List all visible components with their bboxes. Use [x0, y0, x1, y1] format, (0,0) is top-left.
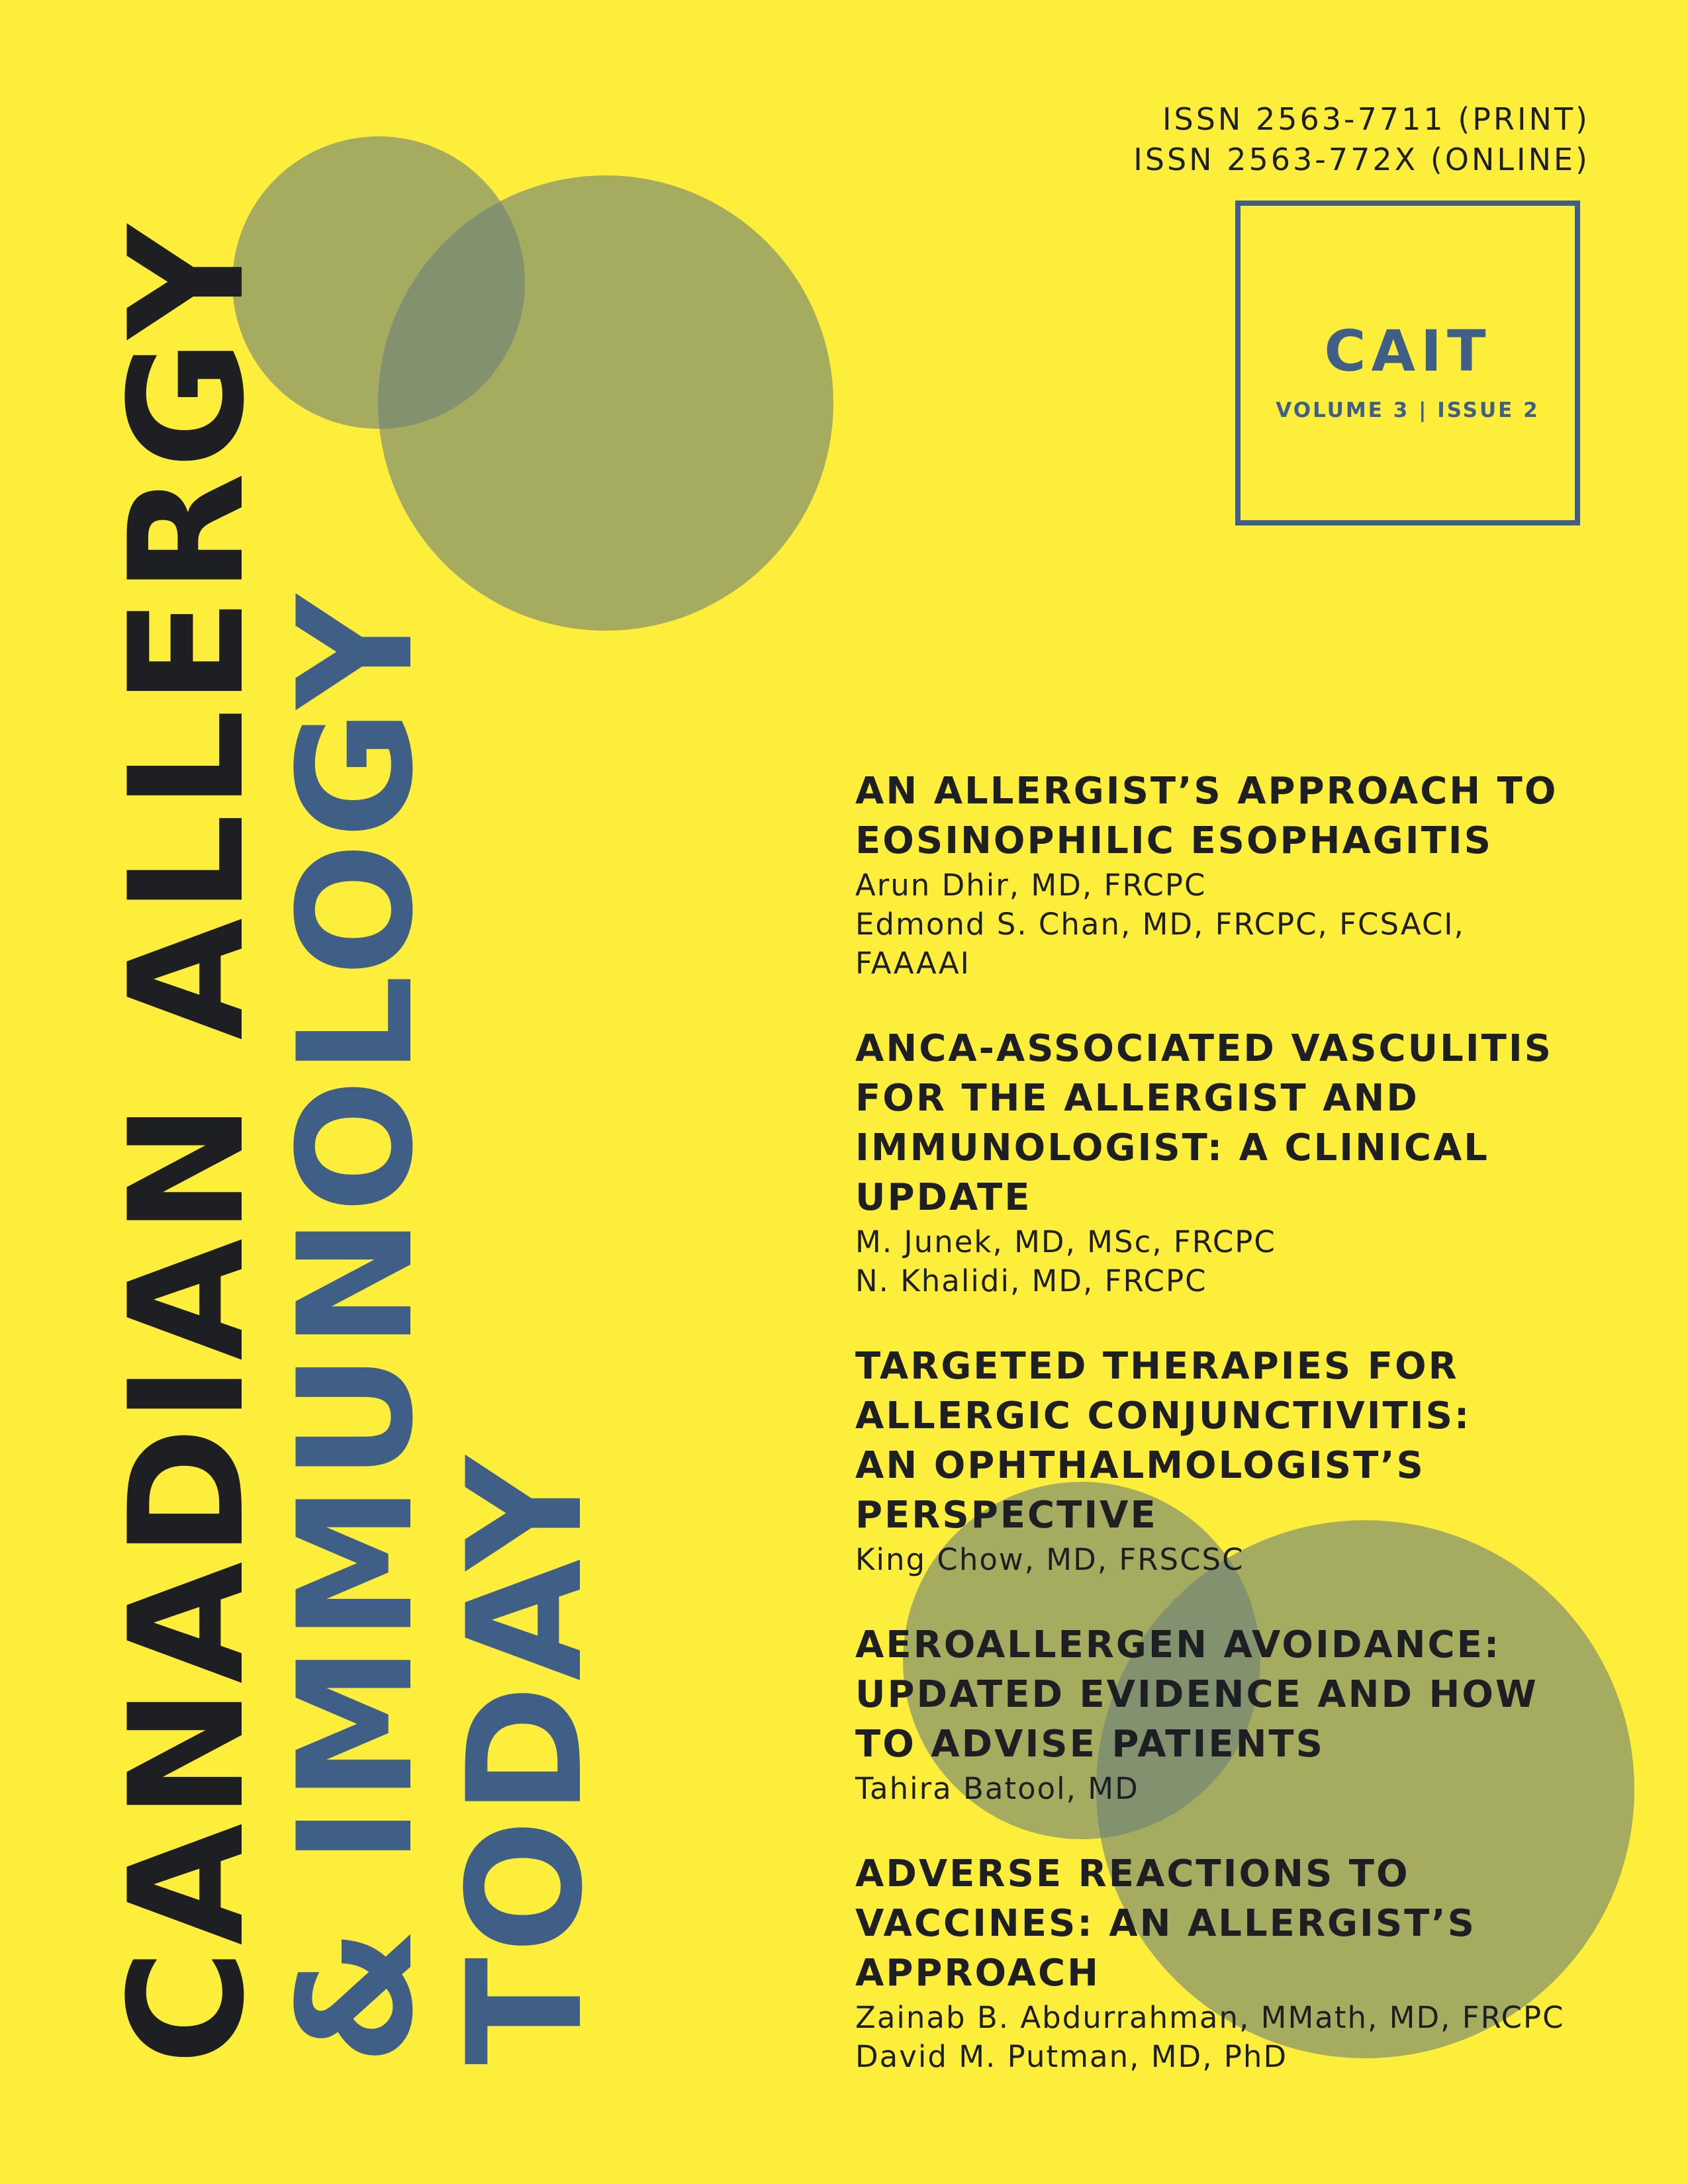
- article-title-line: UPDATE: [855, 1176, 1032, 1219]
- article-author: Tahira Batool, MD: [855, 1771, 1139, 1806]
- article-title-line: FOR THE ALLERGIST AND: [855, 1077, 1419, 1120]
- journal-badge: [1235, 201, 1580, 525]
- article-item[interactable]: [855, 766, 1650, 983]
- article-title-line: AN OPHTHALMOLOGIST’S: [855, 1444, 1425, 1487]
- article-author: N. Khalidi, MD, FRCPC: [855, 1263, 1207, 1298]
- article-author: David M. Putman, MD, PhD: [855, 2039, 1288, 2074]
- decorative-circle-large-top: [378, 175, 833, 631]
- article-title-line: AEROALLERGEN AVOIDANCE:: [855, 1623, 1501, 1666]
- article-title: [855, 1342, 1650, 1540]
- article-author: King Chow, MD, FRSCSC: [855, 1542, 1244, 1577]
- article-title-line: ADVERSE REACTIONS TO: [855, 1852, 1410, 1895]
- article-title-line: AN ALLERGIST’S APPROACH TO: [855, 770, 1558, 813]
- article-author: Zainab B. Abdurrahman, MMath, MD, FRCPC: [855, 2000, 1565, 2035]
- article-item[interactable]: [855, 1620, 1650, 1808]
- masthead-line-2: & IMMUNOLOGY: [265, 590, 448, 2065]
- article-title-line: VACCINES: AN ALLERGIST’S: [855, 1902, 1476, 1945]
- article-title: [855, 1024, 1650, 1222]
- article-title-line: APPROACH: [855, 1952, 1100, 1995]
- article-author: FAAAAI: [855, 946, 970, 981]
- article-title-line: UPDATED EVIDENCE AND HOW: [855, 1673, 1538, 1716]
- badge-title: CAIT: [1324, 318, 1491, 385]
- article-title-line: PERSPECTIVE: [855, 1494, 1158, 1537]
- article-item[interactable]: [855, 1024, 1650, 1300]
- article-author: Arun Dhir, MD, FRCPC: [855, 868, 1207, 903]
- article-title-line: ALLERGIC CONJUNCTIVITIS:: [855, 1394, 1472, 1437]
- issn-online: ISSN 2563-772X (ONLINE): [1133, 142, 1590, 177]
- article-title: [855, 1849, 1650, 1998]
- masthead-line-3: TODAY: [434, 1452, 618, 2065]
- issn-print: ISSN 2563-7711 (PRINT): [1162, 101, 1590, 137]
- article-item[interactable]: [855, 1342, 1650, 1579]
- article-item[interactable]: [855, 1849, 1650, 2076]
- badge-volume-issue: VOLUME 3 | ISSUE 2: [1276, 398, 1540, 422]
- article-title-line: EOSINOPHILIC ESOPHAGITIS: [855, 819, 1493, 862]
- article-title: [855, 766, 1650, 866]
- article-author: M. Junek, MD, MSc, FRCPC: [855, 1224, 1276, 1259]
- article-title: [855, 1620, 1650, 1769]
- article-title-line: TO ADVISE PATIENTS: [855, 1723, 1325, 1766]
- article-title-line: TARGETED THERAPIES FOR: [855, 1345, 1459, 1388]
- article-author: Edmond S. Chan, MD, FRCPC, FCSACI,: [855, 907, 1465, 942]
- article-list: [855, 766, 1650, 2117]
- masthead-line-1: CANADIAN ALLERGY: [96, 220, 279, 2065]
- article-title-line: ANCA-ASSOCIATED VASCULITIS: [855, 1027, 1554, 1070]
- article-title-line: IMMUNOLOGIST: A CLINICAL: [855, 1126, 1489, 1169]
